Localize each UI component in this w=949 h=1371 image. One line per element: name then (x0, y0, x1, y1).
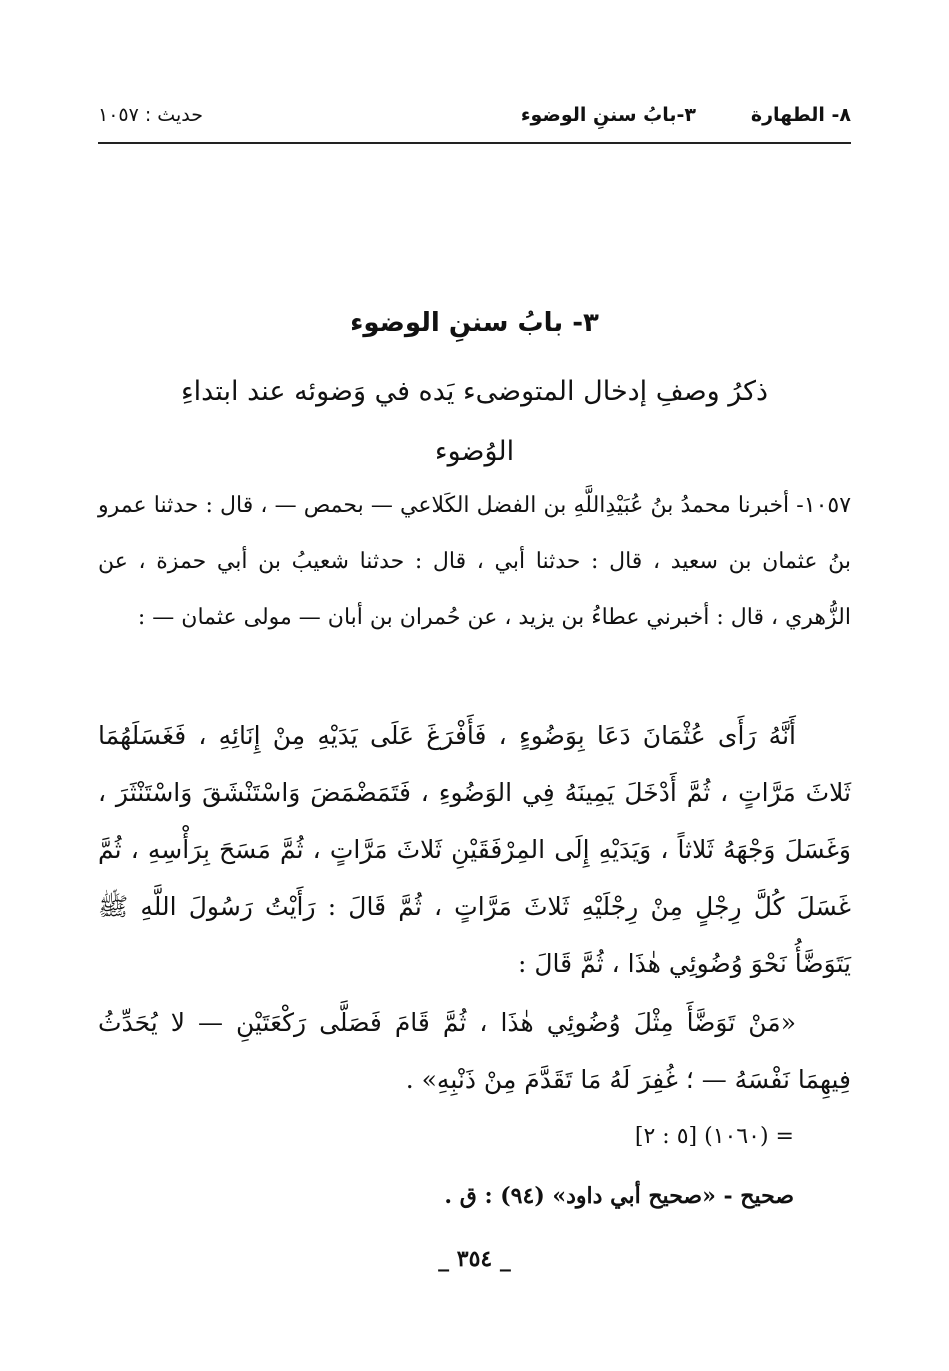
matn-paragraph: أَنَّهُ رَأَى عُثْمَانَ دَعَا بِوَضُوءٍ ، فَأَفْرَغَ عَلَى يَدَيْهِ مِنْ إِنَائِهِ ، فَغَسَلَهُمَا ثَلاثَ مَرَّاتٍ ، ثُمَّ أَدْخَلَ يَمِينَهُ فِي الوَضُوءِ ، فَتَمَضْمَضَ وَاسْتَنْشَقَ وَاسْتَنْثَرَ ، وَغَسَلَ وَجْهَهُ ثَلاثاً ، وَيَدَيْهِ إِلَى المِرْفَقَيْنِ ثَلاثَ مَرَّاتٍ ، ثُمَّ مَسَحَ بِرَأْسِهِ ، ثُمَّ غَسَلَ كُلَّ رِجْلٍ مِنْ رِجْلَيْهِ ثَلاثَ مَرَّاتٍ ، ثُمَّ قَالَ : رَأَيْتُ رَسُولَ اللَّهِ ﷺ يَتَوَضَّأُ نَحْوَ وُضُوئِي هٰذَا ، ثُمَّ قَالَ : (98, 721, 851, 978)
prophetic-quote-paragraph: «مَنْ تَوَضَّأَ مِثْلَ وُضُوئِي هٰذَا ، ثُمَّ قَامَ فَصَلَّى رَكْعَتَيْنِ — لا يُحَدِّثُ فِيهِمَا نَفْسَهُ — ؛ غُفِرَ لَهُ مَا تَقَدَّمَ مِنْ ذَنْبِهِ» . (98, 1008, 851, 1094)
section-label: ٣-بابُ سننِ الوضوء (520, 104, 696, 126)
header-divider (98, 142, 851, 144)
page-number: _ ٣٥٤ _ (438, 1246, 511, 1272)
cross-reference: = (١٠٦٠) [٥ : ٢] (634, 1124, 794, 1149)
chapter-label: ٨- الطهارة (750, 104, 851, 126)
bab-title: ٣- بابُ سننِ الوضوء (350, 308, 599, 338)
running-header (98, 100, 851, 140)
hadith-grading: صحيح - «صحيح أبي داود» (٩٤) : ق . (444, 1183, 794, 1209)
hadith-number-label: حديث : ١٠٥٧ (98, 104, 203, 126)
dhikr-title: ذكرُ وصفِ إدخال المتوضىء يَده في وَضوئه عند ابتداءِ الوُضوء (180, 376, 769, 467)
isnad-paragraph: ١٠٥٧- أخبرنا محمدُ بنُ عُبَيْدِاللَّهِ بن الفضل الكَلاعي — بحمص — ، قال : حدثنا عمرو بنُ عثمان بن سعيد ، قال : حدثنا أبي ، قال : حدثنا شعيبُ بن أبي حمزة ، عن الزُّهري ، قال : أخبرني عطاءُ بن يزيد ، عن حُمران بن أبان — مولى عثمان — : (98, 493, 852, 630)
